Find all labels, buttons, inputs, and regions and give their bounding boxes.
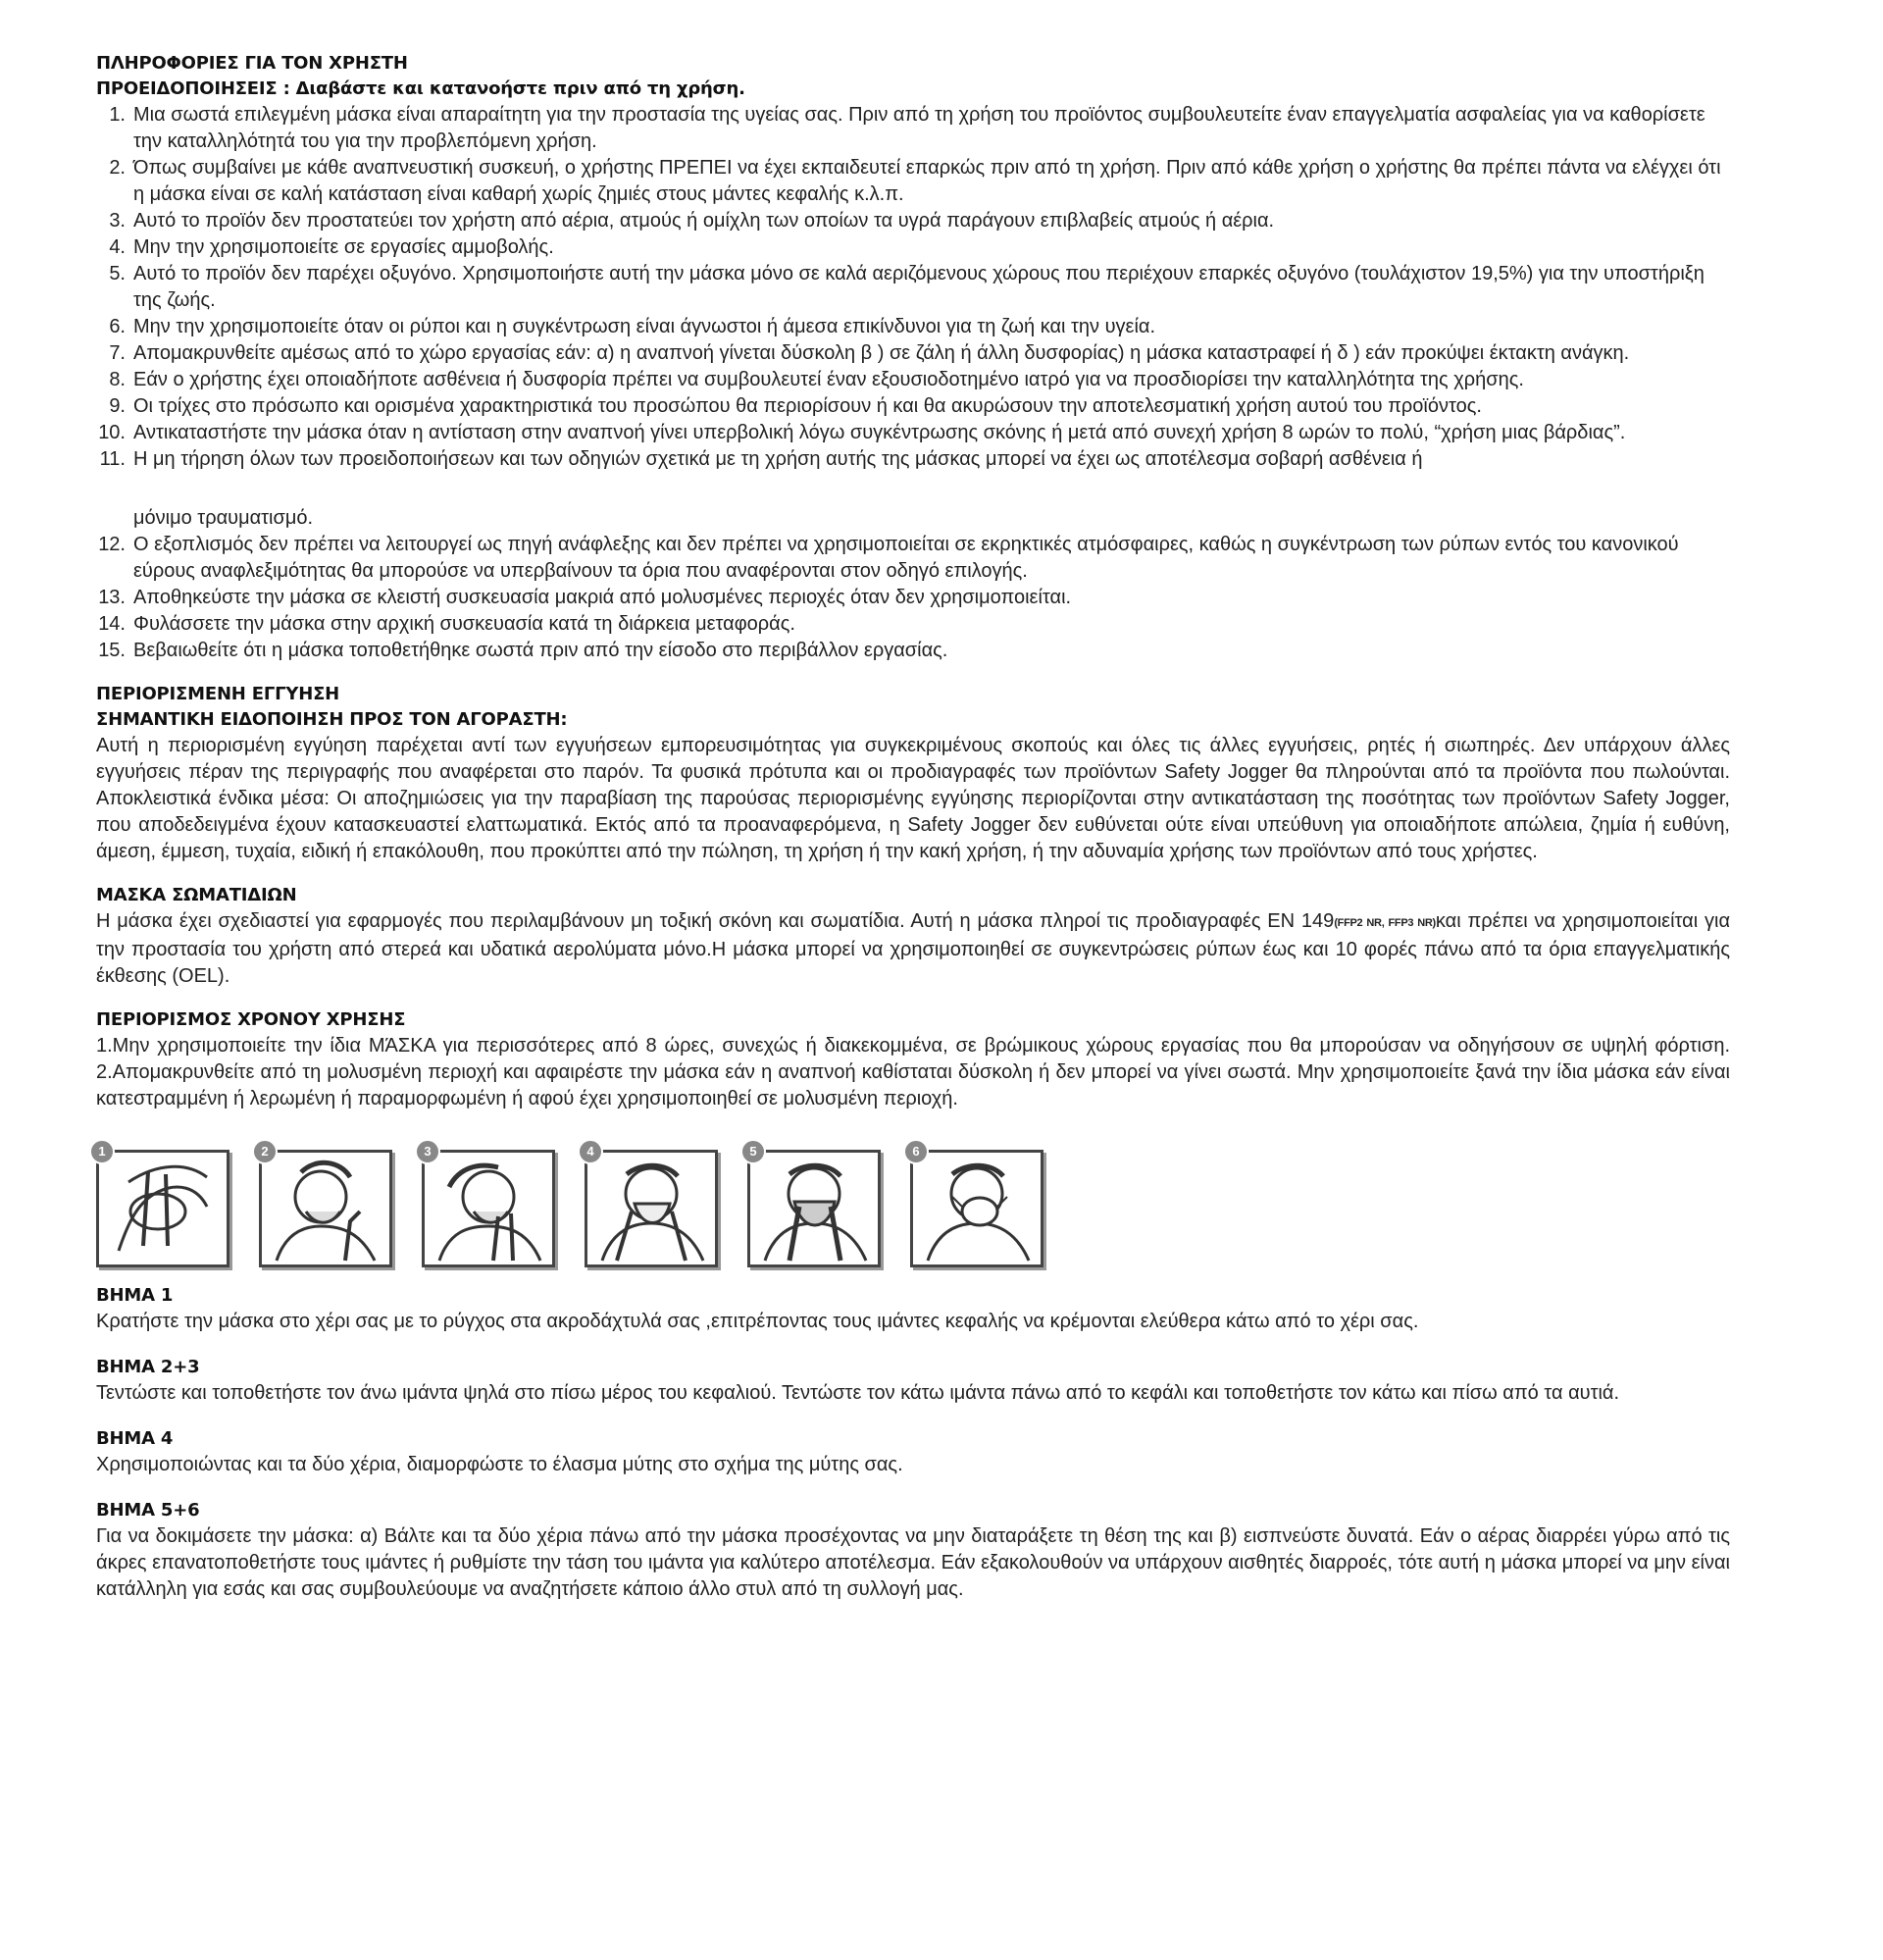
- step-5-6-title: ΒΗΜΑ 5+6: [96, 1500, 200, 1521]
- warnings-title: ΠΡΟΕΙΔΟΠΟΙΗΣΕΙΣ : Διαβάστε και κατανοήστε πριν από τη χρήση.: [96, 78, 745, 99]
- step-figure-2: 2: [259, 1150, 392, 1267]
- step-4-text: Χρησιμοποιώντας και τα δύο χέρια, διαμορφώστε το έλασμα μύτης στο σχήμα της μύτης σας.: [96, 1454, 903, 1475]
- mask-text: Η μάσκα έχει σχεδιαστεί για εφαρμογές που περιλαμβάνουν μη τοξική σκόνη και σωματίδια. Αυτή η μάσκα πληροί τις προδιαγραφές EN 149(FFP2 NR, FFP3 NR)και πρέπει να χρησιμοποιείται για την προστασία του χρήστη από στερεά και υδατικά αερολύματα μόνο.Η μάσκα μπορεί να χρησιμοποιηθεί σε συγκεντρώσεις ρύπων έως και 10 φορές πάνω από τα όρια επαγγελματικής έκθεσης (OEL).: [96, 910, 1731, 987]
- list-item-continuation: μόνιμο τραυματισμό.: [133, 507, 314, 529]
- person-checking-seal-icon: [750, 1153, 878, 1264]
- list-item: 1. Μια σωστά επιλεγμένη μάσκα είναι απαραίτητη για την προστασία της υγείας σας. Πριν από τη χρήση του προϊόντος συμβουλευτείτε έναν επαγγελματία ασφαλείας για να καθορίσετε την καταλληλότητά του για την προβλεπόμενη χρήση.: [109, 104, 1705, 152]
- list-item: 8. Εάν ο χρήστης έχει οποιαδήποτε ασθένεια ή δυσφορία πρέπει να συμβουλευτεί έναν εξουσιοδοτημένο ιατρό για να προσδιορίσει την καταλληλότητα της χρήσης.: [109, 369, 1524, 390]
- mask-title: ΜΑΣΚΑ ΣΩΜΑΤΙΔΙΩΝ: [96, 885, 297, 905]
- list-item: 3. Αυτό το προϊόν δεν προστατεύει τον χρήστη από αέρια, ατμούς ή ομίχλη των οποίων τα υγρά παράγουν επιβλαβείς ατμούς ή αέρια.: [109, 210, 1275, 232]
- warranty-text: Αυτή η περιορισμένη εγγύηση παρέχεται αντί των εγγυήσεων εμπορευσιμότητας για συγκεκριμένους σκοπούς και όλες τις άλλες εγγυήσεις, ρητές ή σιωπηρές. Δεν υπάρχουν άλλες εγγυήσεις πέραν της περιγραφής που αναφέρεται στο παρόν. Τα φυσικά πρότυπα και οι προδιαγραφές των προϊόντων Safety Jogger θα πληρούνται από τα προϊόντα που πωλούνται. Αποκλειστικά ένδικα μέσα: Οι αποζημιώσεις για την παραβίαση της παρούσας περιορισμένης εγγύησης περιορίζονται στην αντικατάσταση της ποσότητας των προϊόντων Safety Jogger, που αποδεδειγμένα έχουν κατασκευαστεί ελαττωματικά. Εκτός από τα προαναφερόμενα, η Safety Jogger δεν ευθύνεται ούτε είναι υπεύθυνη για οποιαδήποτε απώλεια, ζημία ή ευθύνη, άμεση, έμμεση, τυχαία, ειδική ή επακόλουθη, που προκύπτει από την πώληση, τη χρήση ή την κακή χρήση, ή την αδυναμία χρήσης των προϊόντων από τους χρήστες.: [96, 735, 1730, 862]
- document-page: [96, 51, 1730, 1603]
- time-limit-title: ΠΕΡΙΟΡΙΣΜΟΣ ΧΡΟΝΟΥ ΧΡΗΣΗΣ: [96, 1009, 406, 1030]
- list-item: 5. Αυτό το προϊόν δεν παρέχει οξυγόνο. Χρησιμοποιήστε αυτή την μάσκα μόνο σε καλά αεριζόμενους χώρους που περιέχουν επαρκές οξυγόνο (τουλάχιστον 19,5%) για την υποστήριξη της ζωής.: [109, 263, 1705, 311]
- step-2-3-title: ΒΗΜΑ 2+3: [96, 1357, 200, 1377]
- warranty-notice-title: ΣΗΜΑΝΤΙΚΗ ΕΙΔΟΠΟΙΗΣΗ ΠΡΟΣ ΤΟΝ ΑΓΟΡΑΣΤΗ:: [96, 709, 568, 730]
- person-shaping-nosepiece-icon: [587, 1153, 715, 1264]
- list-item: 4. Μην την χρησιμοποιείτε σε εργασίες αμμοβολής.: [109, 236, 554, 258]
- step-figure-6: 6: [910, 1150, 1043, 1267]
- step-5-6-text: Για να δοκιμάσετε την μάσκα: α) Βάλτε και τα δύο χέρια πάνω από την μάσκα προσέχοντας να μην διαταράξετε τη θέση της και β) εισπνεύστε δυνατά. Εάν ο αέρας διαρρέει γύρω από τις άκρες επανατοποθετήστε τους ιμάντες ή ρυθμίστε την τάση του ιμάντα για καλύτερο αποτέλεσμα. Εάν εξακολουθούν να υπάρχουν αισθητές διαρροές, τότε αυτή η μάσκα μπορεί να μην είναι κατάλληλη για εσάς και σας συμβουλεύουμε να αναζητήσετε κάποιο άλλο στυλ από τη συλλογή μας.: [96, 1525, 1730, 1600]
- step-2-3-text: Τεντώστε και τοποθετήστε τον άνω ιμάντα ψηλά στο πίσω μέρος του κεφαλιού. Τεντώστε τον κάτω ιμάντα πάνω από το κεφάλι και τοποθετήστε τον κάτω και πίσω από τα αυτιά.: [96, 1382, 1620, 1404]
- standard-label: (FFP2 NR, FFP3 NR): [1334, 917, 1436, 929]
- list-item: 14. Φυλάσσετε την μάσκα στην αρχική συσκευασία κατά τη διάρκεια μεταφοράς.: [98, 613, 795, 635]
- person-adjusting-strap-icon: [425, 1153, 552, 1264]
- list-item: 11. Η μη τήρηση όλων των προειδοποιήσεων και των οδηγιών σχετικά με τη χρήση αυτής της μάσκας μπορεί να έχει ως αποτέλεσμα σοβαρή ασθένεια ή: [99, 448, 1423, 470]
- step-1-text: Κρατήστε την μάσκα στο χέρι σας με το ρύγχος στα ακροδάχτυλά σας ,επιτρέποντας τους ιμάντες κεφαλής να κρέμονται ελεύθερα κάτω από το χέρι σας.: [96, 1311, 1419, 1332]
- list-item: 9. Οι τρίχες στο πρόσωπο και ορισμένα χαρακτηριστικά του προσώπου θα περιορίσουν ή και θα ακυρώσουν την αποτελεσματική χρήση αυτού του προϊόντος.: [109, 395, 1482, 417]
- step-figure-4: 4: [585, 1150, 718, 1267]
- list-item: 10. Αντικαταστήστε την μάσκα όταν η αντίσταση στην αναπνοή γίνει υπερβολική λόγω συγκέντρωσης σκόνης ή μετά από συνεχή χρήση 8 ωρών το πολύ, “χρήση μιας βάρδιας”.: [98, 422, 1626, 443]
- list-item: 6. Μην την χρησιμοποιείτε όταν οι ρύποι και η συγκέντρωση είναι άγνωστοι ή άμεσα επικίνδυνοι για τη ζωή και την υγεία.: [109, 316, 1156, 337]
- step-figure-3: 3: [422, 1150, 555, 1267]
- fitting-steps-figures: [96, 1140, 1730, 1267]
- list-item: 12. Ο εξοπλισμός δεν πρέπει να λειτουργεί ως πηγή ανάφλεξης και δεν πρέπει να χρησιμοποιείται σε εκρηκτικές ατμόσφαιρες, καθώς η συγκέντρωση των ρύπων εντός του κανονικού εύρους αναφλεξιμότητας θα μπορούσε να υπερβαίνουν τα όρια που αναφέρονται στον οδηγό επιλογής.: [98, 534, 1679, 582]
- warranty-title: ΠΕΡΙΟΡΙΣΜΕΝΗ ΕΓΓΥΗΣΗ: [96, 684, 340, 704]
- step-4-title: ΒΗΜΑ 4: [96, 1428, 174, 1449]
- step-figure-1: 1: [96, 1150, 229, 1267]
- step-figure-5: 5: [747, 1150, 881, 1267]
- hand-holding-mask-icon: [99, 1153, 227, 1264]
- list-item: 2. Όπως συμβαίνει με κάθε αναπνευστική συσκευή, ο χρήστης ΠΡΕΠΕΙ να έχει εκπαιδευτεί επαρκώς πριν από τη χρήση. Πριν από κάθε χρήση ο χρήστης θα πρέπει πάντα να ελέγχει ότι η μάσκα είναι σε καλή κατάσταση είναι καθαρή χωρίς ζημιές στους μάντες κεφαλής κ.λ.π.: [109, 157, 1721, 205]
- list-item: 13. Αποθηκεύστε την μάσκα σε κλειστή συσκευασία μακριά από μολυσμένες περιοχές όταν δεν χρησιμοποιείται.: [98, 587, 1072, 608]
- time-limit-text: 1.Μην χρησιμοποιείτε την ίδια ΜΆΣΚΑ για περισσότερες από 8 ώρες, συνεχώς ή διακεκομμένα, σε βρώμικους χώρους εργασίας που θα μπορούσαν να οδηγήσουν σε υψηλή φόρτιση. 2.Απομακρυνθείτε από τη μολυσμένη περιοχή και αφαιρέστε την μάσκα εάν η αναπνοή καθίσταται δύσκολη ή δεν μπορεί να γίνει σωστά. Μην χρησιμοποιείτε ξανά την ίδια μάσκα εάν είναι κατεστραμμένη ή λερωμένη ή παραμορφωμένη ή αφού έχει χρησιμοποιηθεί σε μολυσμένη περιοχή.: [96, 1035, 1730, 1109]
- user-info-title: ΠΛΗΡΟΦΟΡΙΕΣ ΓΙΑ ΤΟΝ ΧΡΗΣΤΗ: [96, 53, 408, 74]
- person-placing-mask-icon: [262, 1153, 389, 1264]
- person-wearing-mask-icon: [913, 1153, 1041, 1264]
- step-1-title: ΒΗΜΑ 1: [96, 1285, 174, 1306]
- list-item: 15. Βεβαιωθείτε ότι η μάσκα τοποθετήθηκε σωστά πριν από την είσοδο στο περιβάλλον εργασίας.: [98, 640, 948, 661]
- list-item: 7. Απομακρυνθείτε αμέσως από το χώρο εργασίας εάν: α) η αναπνοή γίνεται δύσκολη β ) σε ζάλη ή άλλη δυσφορίας) η μάσκα καταστραφεί ή δ ) εάν προκύψει έκτακτη ανάγκη.: [109, 342, 1630, 364]
- warnings-list: [96, 102, 1730, 664]
